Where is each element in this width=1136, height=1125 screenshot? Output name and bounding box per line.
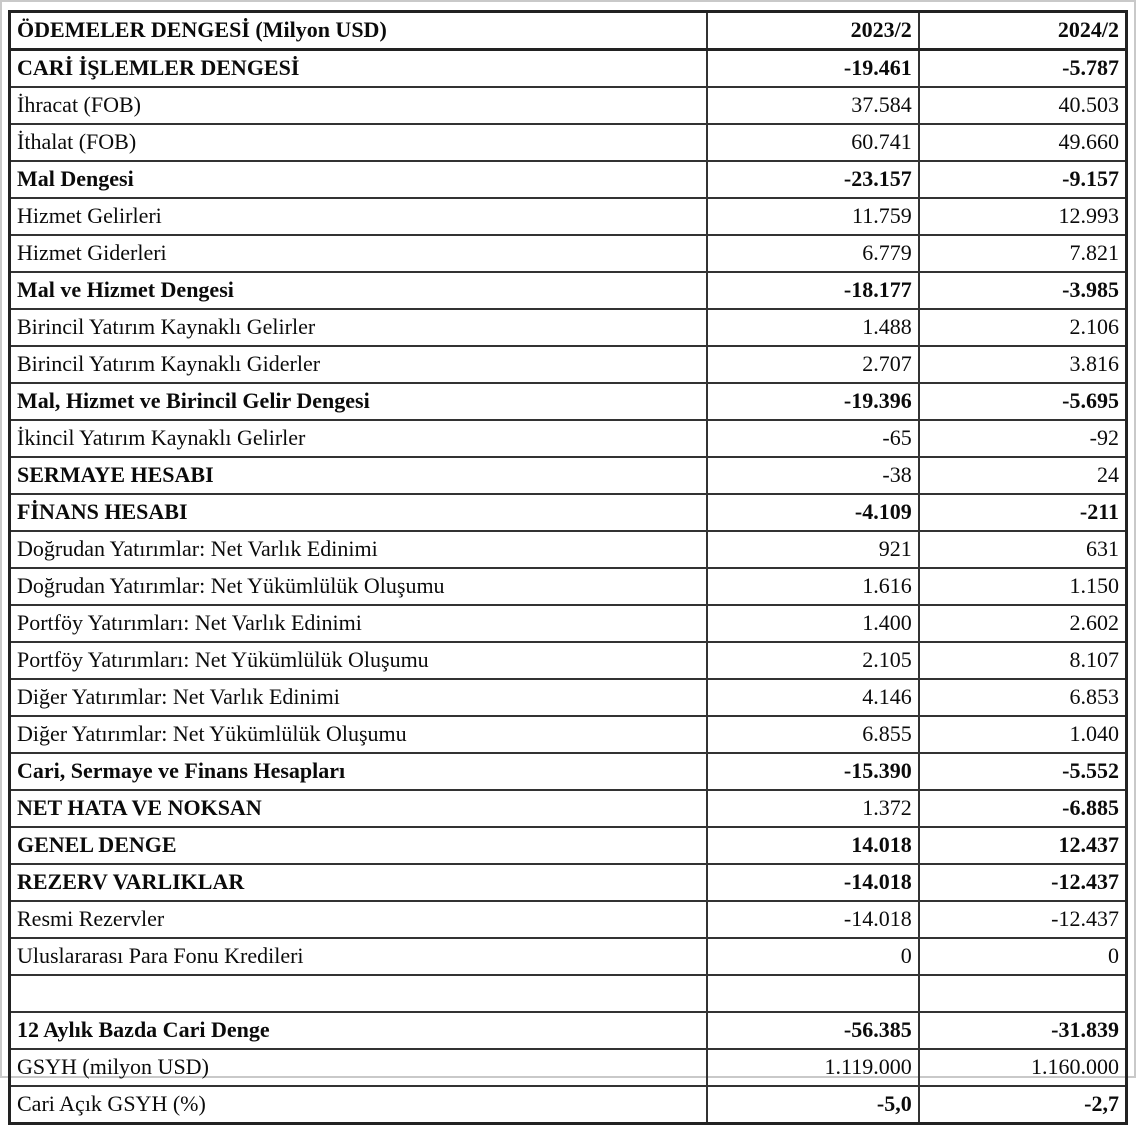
row-label: Doğrudan Yatırımlar: Net Varlık Edinimi	[10, 531, 707, 568]
table-row	[10, 383, 1127, 420]
table-row	[10, 309, 1127, 346]
value-2023: -19.461	[707, 50, 919, 88]
empty-row	[10, 975, 1127, 1012]
row-label: REZERV VARLIKLAR	[10, 864, 707, 901]
value-2024: -5.552	[919, 753, 1127, 790]
value-2024: -2,7	[919, 1086, 1127, 1124]
value-2023: 0	[707, 938, 919, 975]
value-2024: 1.160.000	[919, 1049, 1127, 1086]
value-2024: 8.107	[919, 642, 1127, 679]
value-2024: -31.839	[919, 1012, 1127, 1049]
table-row	[10, 716, 1127, 753]
row-label: 12 Aylık Bazda Cari Denge	[10, 1012, 707, 1049]
table-row	[10, 531, 1127, 568]
row-label: Cari, Sermaye ve Finans Hesapları	[10, 753, 707, 790]
value-2023: -4.109	[707, 494, 919, 531]
value-2023: -38	[707, 457, 919, 494]
table-header-row	[10, 12, 1127, 50]
value-2023: 11.759	[707, 198, 919, 235]
row-label: Hizmet Giderleri	[10, 235, 707, 272]
row-label: Resmi Rezervler	[10, 901, 707, 938]
value-2023: -5,0	[707, 1086, 919, 1124]
row-label: NET HATA VE NOKSAN	[10, 790, 707, 827]
row-label	[10, 975, 707, 1012]
value-2023: -18.177	[707, 272, 919, 309]
row-label: Hizmet Gelirleri	[10, 198, 707, 235]
value-2024: 3.816	[919, 346, 1127, 383]
row-label: Mal, Hizmet ve Birincil Gelir Dengesi	[10, 383, 707, 420]
row-label: SERMAYE HESABI	[10, 457, 707, 494]
value-2024: 1.040	[919, 716, 1127, 753]
value-2024: -12.437	[919, 864, 1127, 901]
value-2023: 60.741	[707, 124, 919, 161]
value-2023: -14.018	[707, 901, 919, 938]
row-label: Diğer Yatırımlar: Net Varlık Edinimi	[10, 679, 707, 716]
table-row	[10, 605, 1127, 642]
row-label: Portföy Yatırımları: Net Varlık Edinimi	[10, 605, 707, 642]
value-2024: 2.602	[919, 605, 1127, 642]
table-row	[10, 494, 1127, 531]
table-row	[10, 161, 1127, 198]
row-label: Birincil Yatırım Kaynaklı Giderler	[10, 346, 707, 383]
value-2024: -6.885	[919, 790, 1127, 827]
value-2023: -56.385	[707, 1012, 919, 1049]
table-row	[10, 864, 1127, 901]
table-row	[10, 272, 1127, 309]
table-row	[10, 50, 1127, 88]
value-2023: 4.146	[707, 679, 919, 716]
row-label: FİNANS HESABI	[10, 494, 707, 531]
table-row	[10, 457, 1127, 494]
row-label: Birincil Yatırım Kaynaklı Gelirler	[10, 309, 707, 346]
value-2023: 1.616	[707, 568, 919, 605]
table-row	[10, 235, 1127, 272]
value-2023: 921	[707, 531, 919, 568]
value-2023: 14.018	[707, 827, 919, 864]
table-row	[10, 753, 1127, 790]
value-2024: -9.157	[919, 161, 1127, 198]
table-row	[10, 1012, 1127, 1049]
row-label: İhracat (FOB)	[10, 87, 707, 124]
value-2023: -23.157	[707, 161, 919, 198]
value-2024: -3.985	[919, 272, 1127, 309]
value-2024: 0	[919, 938, 1127, 975]
value-2024: -5.787	[919, 50, 1127, 88]
table-row	[10, 420, 1127, 457]
value-2023: 37.584	[707, 87, 919, 124]
value-2023: 1.372	[707, 790, 919, 827]
table-row	[10, 198, 1127, 235]
value-2023: -19.396	[707, 383, 919, 420]
table-row	[10, 87, 1127, 124]
value-2023: 1.400	[707, 605, 919, 642]
row-label: Mal ve Hizmet Dengesi	[10, 272, 707, 309]
table-row	[10, 679, 1127, 716]
value-2024: -211	[919, 494, 1127, 531]
balance-of-payments-table	[8, 10, 1128, 1125]
row-label: Mal Dengesi	[10, 161, 707, 198]
row-label: Doğrudan Yatırımlar: Net Yükümlülük Oluşumu	[10, 568, 707, 605]
value-2024: 49.660	[919, 124, 1127, 161]
table-title: ÖDEMELER DENGESİ (Milyon USD)	[10, 12, 707, 50]
row-label: GSYH (milyon USD)	[10, 1049, 707, 1086]
table-row	[10, 938, 1127, 975]
value-2024	[919, 975, 1127, 1012]
value-2024: -5.695	[919, 383, 1127, 420]
value-2023: 2.105	[707, 642, 919, 679]
table-row	[10, 124, 1127, 161]
row-label: Cari Açık GSYH (%)	[10, 1086, 707, 1124]
row-label: İkincil Yatırım Kaynaklı Gelirler	[10, 420, 707, 457]
value-2024: 40.503	[919, 87, 1127, 124]
row-label: Uluslararası Para Fonu Kredileri	[10, 938, 707, 975]
value-2024: -92	[919, 420, 1127, 457]
table-row	[10, 642, 1127, 679]
value-2024: 12.993	[919, 198, 1127, 235]
value-2024: 6.853	[919, 679, 1127, 716]
value-2023: 1.119.000	[707, 1049, 919, 1086]
value-2023	[707, 975, 919, 1012]
table-row	[10, 1086, 1127, 1124]
column-header-2023: 2023/2	[707, 12, 919, 50]
value-2023: -65	[707, 420, 919, 457]
value-2024: -12.437	[919, 901, 1127, 938]
value-2024: 1.150	[919, 568, 1127, 605]
value-2023: 6.779	[707, 235, 919, 272]
table-row	[10, 790, 1127, 827]
value-2024: 7.821	[919, 235, 1127, 272]
balance-table-body	[10, 12, 1127, 1124]
value-2023: -14.018	[707, 864, 919, 901]
value-2024: 631	[919, 531, 1127, 568]
column-header-2024: 2024/2	[919, 12, 1127, 50]
table-row	[10, 827, 1127, 864]
value-2024: 12.437	[919, 827, 1127, 864]
row-label: GENEL DENGE	[10, 827, 707, 864]
value-2023: -15.390	[707, 753, 919, 790]
table-row	[10, 1049, 1127, 1086]
value-2024: 24	[919, 457, 1127, 494]
value-2023: 6.855	[707, 716, 919, 753]
value-2023: 1.488	[707, 309, 919, 346]
value-2023: 2.707	[707, 346, 919, 383]
row-label: CARİ İŞLEMLER DENGESİ	[10, 50, 707, 88]
table-row	[10, 901, 1127, 938]
row-label: İthalat (FOB)	[10, 124, 707, 161]
row-label: Portföy Yatırımları: Net Yükümlülük Oluşumu	[10, 642, 707, 679]
value-2024: 2.106	[919, 309, 1127, 346]
table-row	[10, 568, 1127, 605]
table-row	[10, 346, 1127, 383]
row-label: Diğer Yatırımlar: Net Yükümlülük Oluşumu	[10, 716, 707, 753]
